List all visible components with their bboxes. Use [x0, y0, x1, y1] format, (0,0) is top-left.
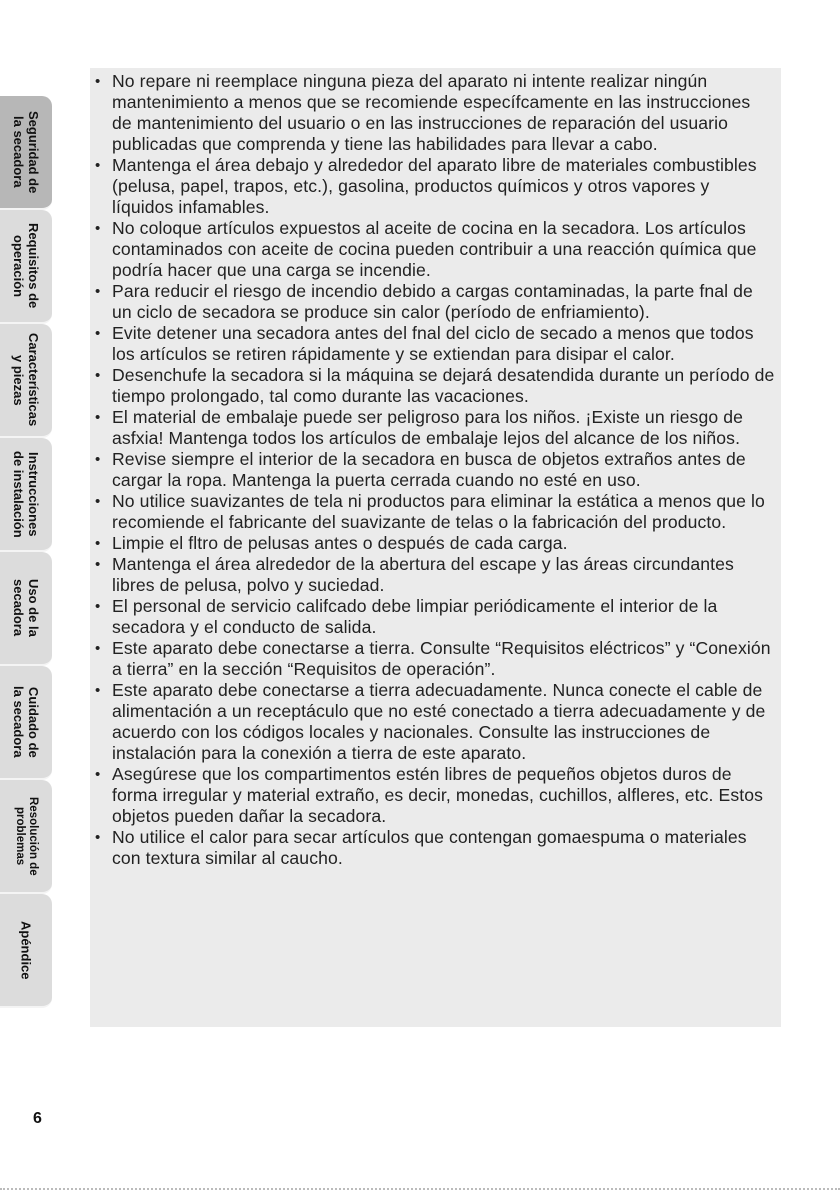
bullet-icon: • — [95, 451, 101, 468]
bullet-text: Limpie el fltro de pelusas antes o después de cada carga. — [112, 533, 568, 553]
tab-label: Cuidado de la secadora — [11, 686, 41, 758]
bullet-icon: • — [95, 157, 101, 174]
tab-instrucciones-de-instalacion[interactable] — [0, 438, 52, 552]
side-navigation — [0, 96, 52, 1008]
bullet-text: Evite detener una secadora antes del fnal del ciclo de secado a menos que todos los artículos se retiren rápidamente y se extiendan para disipar el calor. — [112, 323, 754, 364]
tab-label: Características y piezas — [11, 333, 41, 427]
safety-bullet-item — [90, 638, 775, 680]
tab-label: Requisitos de operación — [11, 223, 41, 309]
safety-bullet-item — [90, 827, 775, 869]
bullet-text: El personal de servicio califcado debe limpiar periódicamente el interior de la secadora y el conducto de salida. — [112, 596, 718, 637]
tab-label: Apéndice — [18, 920, 34, 980]
page-number: 6 — [33, 1110, 42, 1127]
bullet-text: No utilice suavizantes de tela ni productos para eliminar la estática a menos que lo recomiende el fabricante del suavizante de telas o la fabricación del producto. — [112, 491, 765, 532]
safety-bullet-item — [90, 71, 775, 155]
tab-label: Resolución de problemas — [14, 796, 39, 876]
bullet-icon: • — [95, 283, 101, 300]
tab-apendice[interactable] — [0, 894, 52, 1008]
bullet-icon: • — [95, 493, 101, 510]
safety-bullet-item — [90, 218, 775, 281]
tab-label: Uso de la secadora — [11, 579, 41, 637]
safety-bullet-item — [90, 680, 775, 764]
bullet-icon: • — [95, 829, 101, 846]
bullet-icon: • — [95, 73, 101, 90]
safety-bullet-item — [90, 155, 775, 218]
tab-uso-de-la-secadora[interactable] — [0, 552, 52, 666]
bullet-icon: • — [95, 367, 101, 384]
bullet-text: No utilice el calor para secar artículos que contengan gomaespuma o materiales con textura similar al caucho. — [112, 827, 747, 868]
safety-bullet-item — [90, 365, 775, 407]
bullet-text: Este aparato debe conectarse a tierra. Consulte “Requisitos eléctricos” y “Conexión a tierra” en la sección “Requisitos de operación”. — [112, 638, 771, 679]
safety-bullet-item — [90, 407, 775, 449]
bullet-text: No coloque artículos expuestos al aceite de cocina en la secadora. Los artículos contaminados con aceite de cocina pueden contribuir a una reacción química que podría hacer que una carga se incendie. — [112, 218, 757, 280]
tab-seguridad-de-la-secadora[interactable] — [0, 96, 52, 210]
bullet-icon: • — [95, 325, 101, 342]
tab-label: Instrucciones de instalación — [11, 450, 41, 538]
bullet-icon: • — [95, 682, 101, 699]
bullet-text: Asegúrese que los compartimentos estén libres de pequeños objetos duros de forma irregular y material extraño, es decir, monedas, cuchillos, alfleres, etc. Estos objetos pueden dañar la secadora. — [112, 764, 764, 826]
tab-cuidado-de-la-secadora[interactable] — [0, 666, 52, 780]
bullet-text: El material de embalaje puede ser peligroso para los niños. ¡Existe un riesgo de asfxia! Mantenga todos los artículos de embalaje lejos del alcance de los niños. — [112, 407, 743, 448]
safety-bullet-list — [90, 71, 775, 869]
bullet-text: Desenchufe la secadora si la máquina se dejará desatendida durante un período de tiempo prolongado, tal como durante las vacaciones. — [112, 365, 775, 406]
bullet-text: Revise siempre el interior de la secadora en busca de objetos extraños antes de cargar la ropa. Mantenga la puerta cerrada cuando no esté en uso. — [112, 449, 746, 490]
safety-bullet-item — [90, 596, 775, 638]
bullet-text: Mantenga el área debajo y alrededor del aparato libre de materiales combustibles (pelusa, papel, trapos, etc.), gasolina, productos químicos y otros vapores y líquidos infamables. — [112, 155, 757, 217]
bullet-text: No repare ni reemplace ninguna pieza del aparato ni intente realizar ningún mantenimiento a menos que se recomiende específcamente en las instrucciones de mantenimiento del usuario o en las instrucciones de reparación del usuario publicadas que comprenda y tiene las habilidades para llevar a cabo. — [112, 71, 751, 154]
bullet-text: Mantenga el área alrededor de la abertura del escape y las áreas circundantes libres de pelusa, polvo y suciedad. — [112, 554, 734, 595]
tab-label: Seguridad de la secadora — [11, 110, 41, 194]
safety-bullet-item — [90, 533, 775, 554]
safety-bullet-item — [90, 491, 775, 533]
safety-bullet-item — [90, 764, 775, 827]
bullet-icon: • — [95, 766, 101, 783]
bullet-icon: • — [95, 535, 101, 552]
safety-instructions-box — [90, 68, 781, 1027]
tab-resolucion-de-problemas[interactable] — [0, 780, 52, 894]
safety-bullet-item — [90, 449, 775, 491]
bullet-icon: • — [95, 556, 101, 573]
tab-requisitos-de-operacion[interactable] — [0, 210, 52, 324]
bullet-icon: • — [95, 640, 101, 657]
safety-bullet-item — [90, 323, 775, 365]
bullet-icon: • — [95, 598, 101, 615]
bullet-icon: • — [95, 220, 101, 237]
tab-caracteristicas-y-piezas[interactable] — [0, 324, 52, 438]
bullet-text: Para reducir el riesgo de incendio debido a cargas contaminadas, la parte fnal de un ciclo de secadora se produce sin calor (período de enfriamiento). — [112, 281, 753, 322]
bullet-text: Este aparato debe conectarse a tierra adecuadamente. Nunca conecte el cable de alimentación a un receptáculo que no esté conectado a tierra adecuadamente y de acuerdo con los códigos locales y nacionales. Consulte las instrucciones de instalación para la conexión a tierra de este aparato. — [112, 680, 766, 763]
safety-bullet-item — [90, 281, 775, 323]
bullet-icon: • — [95, 409, 101, 426]
safety-bullet-item — [90, 554, 775, 596]
page-divider — [0, 1188, 840, 1190]
